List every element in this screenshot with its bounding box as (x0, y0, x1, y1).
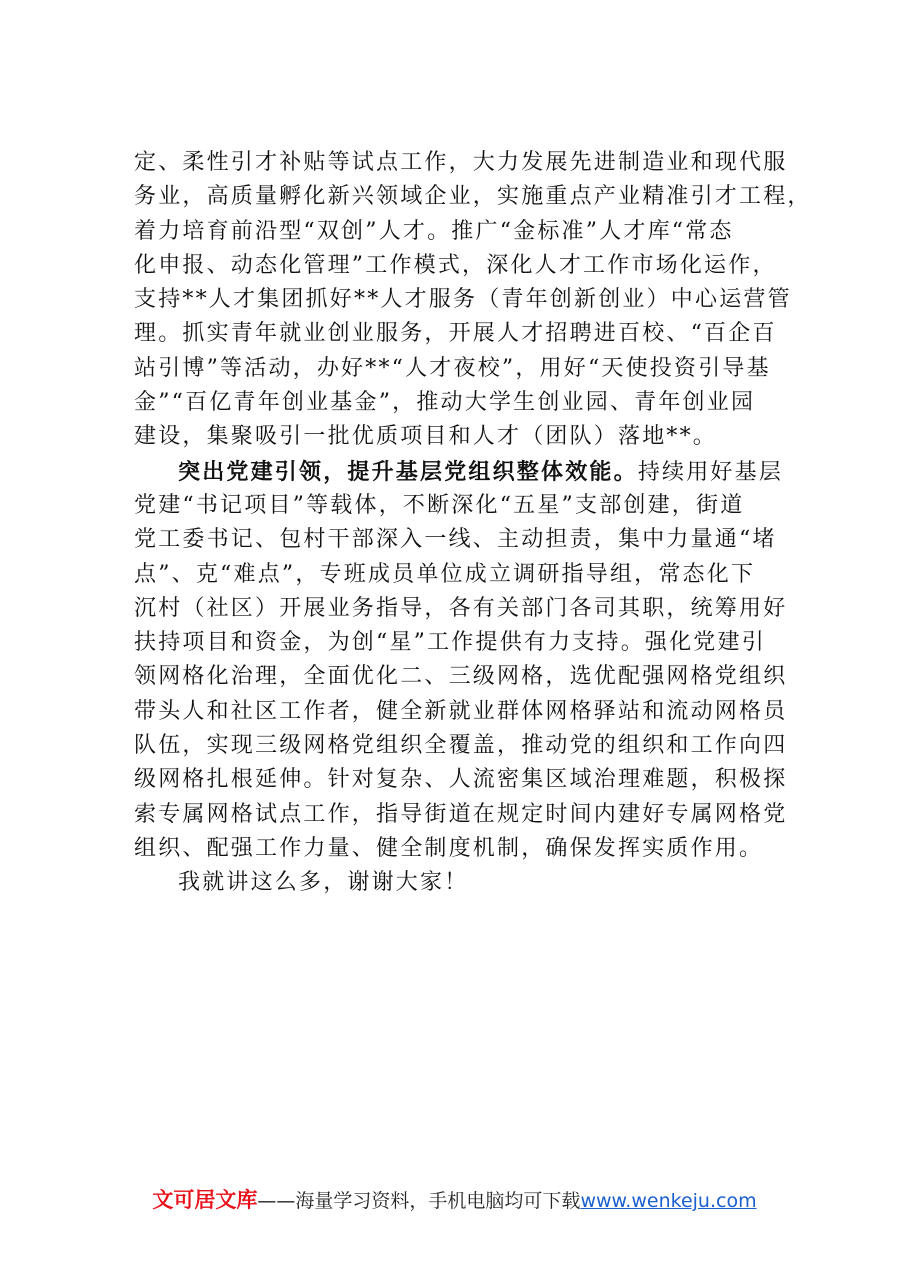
text-line: 建设，集聚吸引一批优质项目和人才（团队）落地**。 (134, 424, 718, 450)
text-line: 点”、克“难点”，专班成员单位成立调研指导组，常态化下 (134, 561, 756, 587)
text-line: 站引博”等活动，办好**“人才夜校”，用好“天使投资引导基 (134, 355, 771, 381)
section-heading: 突出党建引领，提升基层党组织整体效能。 (178, 458, 638, 485)
text-line: 队伍，实现三级网格党组织全覆盖，推动党的组织和工作向四 (134, 733, 788, 759)
text-line: 党建“书记项目”等载体，不断深化“五星”支部创建，街道 (134, 492, 745, 518)
section-heading-rest: 持续用好基层 (637, 459, 784, 485)
text-line: 领网格化治理，全面优化二、三级网格，选优配强网格党组织 (134, 664, 788, 690)
text-line: 支持**人才集团抓好**人才服务（青年创新创业）中心运营管 (134, 287, 792, 313)
text-line: 沉村（社区）开展业务指导，各有关部门各司其职，统筹用好 (134, 595, 788, 621)
text-line: 化申报、动态化管理”工作模式，深化人才工作市场化运作， (134, 252, 777, 278)
text-line: 着力培育前沿型“双创”人才。推广“金标准”人才库“常态 (134, 218, 734, 244)
text-line: 务业，高质量孵化新兴领域企业，实施重点产业精准引才工程， (134, 184, 812, 210)
text-line: 扶持项目和资金，为创“星”工作提供有力支持。强化党建引 (134, 630, 766, 656)
text-line: 党工委书记、包村干部深入一线、主动担责，集中力量通“堵 (134, 527, 777, 553)
text-line: 索专属网格试点工作，指导街道在规定时间内建好专属网格党 (134, 801, 788, 827)
document-body (134, 146, 812, 901)
footer-tagline: ——海量学习资料，手机电脑均可下载 (257, 1190, 581, 1212)
text-line: 定、柔性引才补贴等试点工作，大力发展先进制造业和现代服 (134, 150, 788, 175)
footer-banner (0, 1184, 909, 1214)
section-heading-line (134, 455, 806, 489)
text-line: 组织、配强工作力量、健全制度机制，确保发挥实质作用。 (134, 835, 764, 861)
footer-brand: 文可居文库 (152, 1188, 258, 1212)
closing-line: 我就讲这么多，谢谢大家！ (178, 870, 469, 896)
footer-url-link[interactable]: www.wenkeju.com (580, 1190, 757, 1212)
text-line: 级网格扎根延伸。针对复杂、人流密集区域治理难题，积极探 (134, 767, 788, 793)
text-line: 带头人和社区工作者，健全新就业群体网格驿站和流动网格员 (134, 698, 788, 724)
text-line: 理。抓实青年就业创业服务，开展人才招聘进百校、“百企百 (134, 321, 777, 347)
text-line: 金”“百亿青年创业基金”，推动大学生创业园、青年创业园 (134, 390, 756, 416)
